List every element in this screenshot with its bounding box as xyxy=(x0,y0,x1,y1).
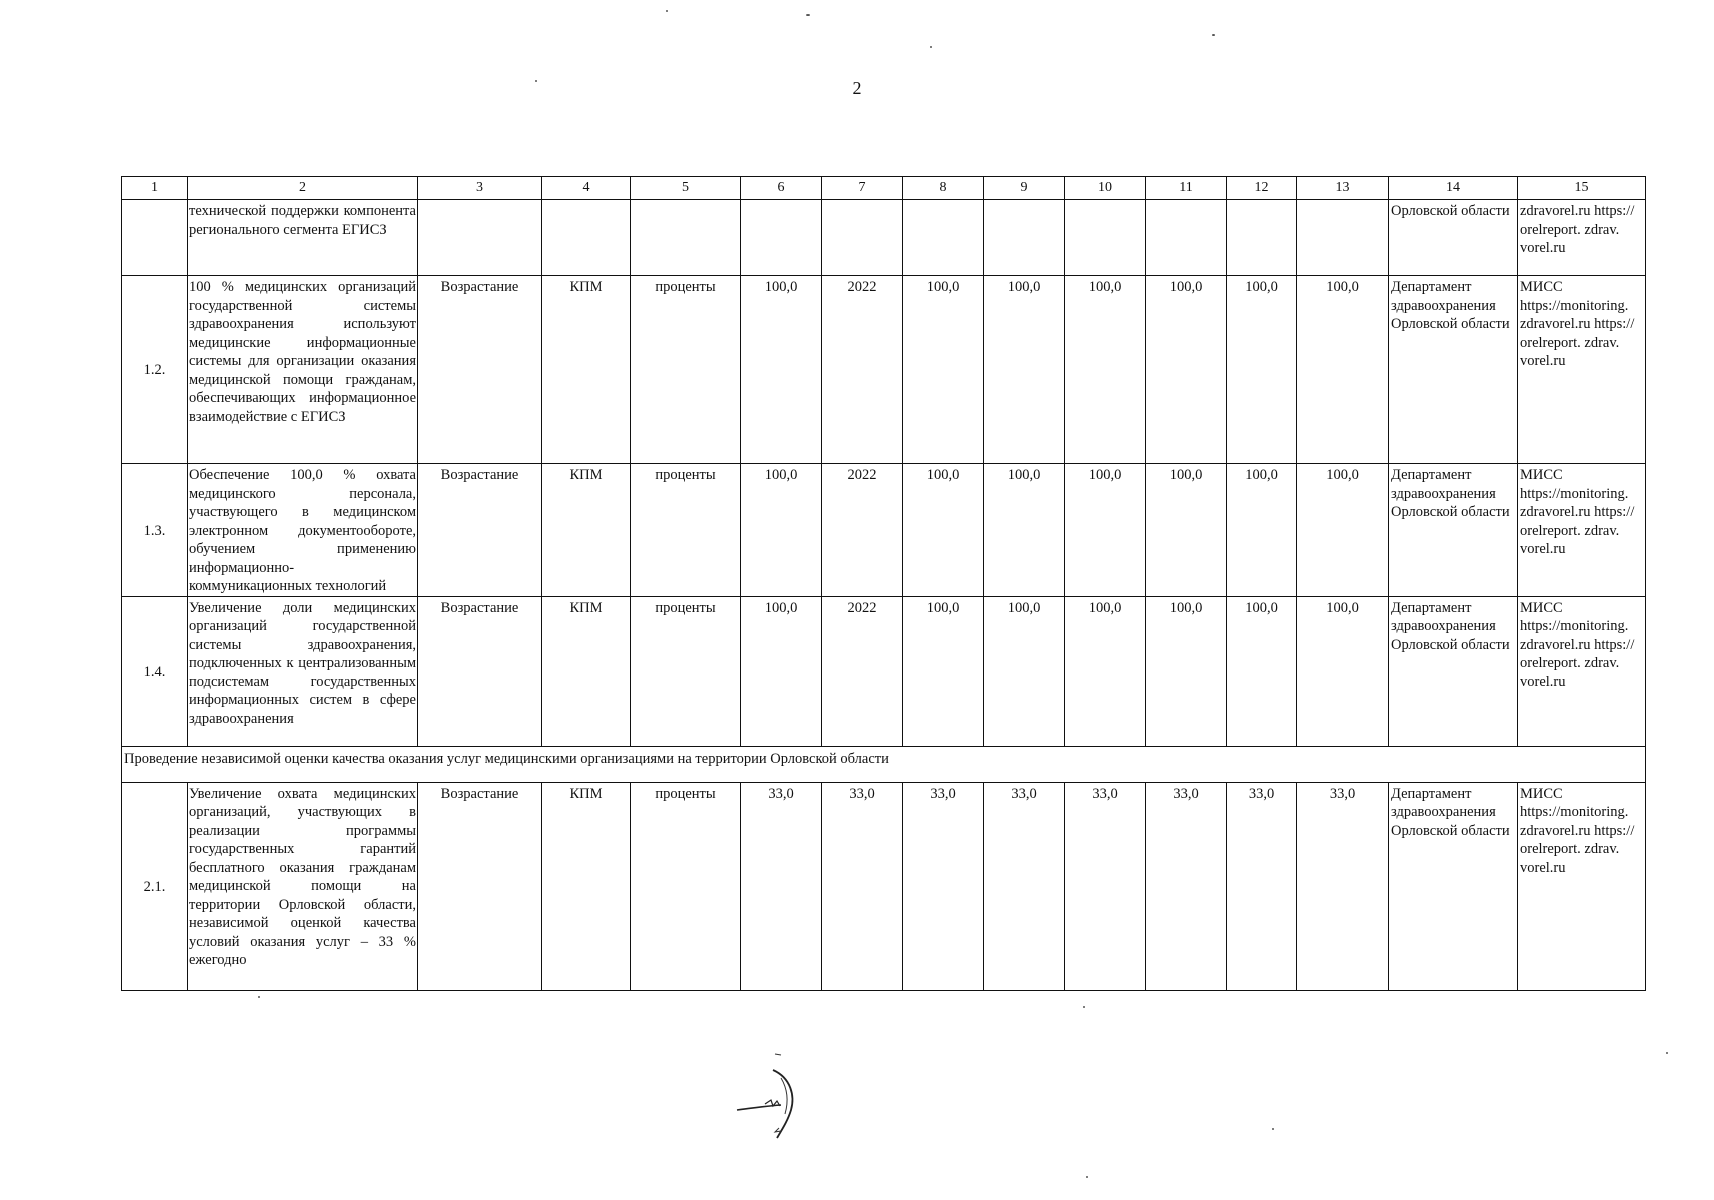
value-cell: 33,0 xyxy=(741,782,822,990)
value-cell: 2022 xyxy=(822,464,903,597)
responsible-cell: Департамент здравоохранения Орловской области xyxy=(1389,596,1518,746)
header-cell: 10 xyxy=(1065,177,1146,200)
row-number: 1.4. xyxy=(122,596,188,746)
indicator-name: Обеспечение 100,0 % охвата медицинского персонала, участвующего в медицинском электронном документообороте, обучением применению информационно-коммуникационных технологий xyxy=(188,464,418,597)
table-row xyxy=(122,464,1646,597)
unit-cell xyxy=(631,200,741,276)
value-cell: 100,0 xyxy=(984,276,1065,464)
value-cell xyxy=(984,200,1065,276)
value-cell xyxy=(1297,200,1389,276)
table-row xyxy=(122,200,1646,276)
value-cell: 100,0 xyxy=(1297,464,1389,597)
value-cell: 100,0 xyxy=(1146,276,1227,464)
level-cell: КПМ xyxy=(542,464,631,597)
direction-cell: Возрастание xyxy=(418,464,542,597)
indicator-name: Увеличение охвата медицинских организаций, участвующих в реализации программы государственных гарантий бесплатного оказания гражданам медицинской помощи на территории Орловской области, независимой оценкой качества условий оказания услуг – 33 % ежегодно xyxy=(188,782,418,990)
value-cell: 100,0 xyxy=(1065,464,1146,597)
source-cell: МИСС https://monitoring. zdravorel.ru https:// orelreport. zdrav. vorel.ru xyxy=(1518,596,1646,746)
responsible-cell: Орловской области xyxy=(1389,200,1518,276)
indicator-name: технической поддержки компонента регионального сегмента ЕГИСЗ xyxy=(188,200,418,276)
value-cell: 33,0 xyxy=(984,782,1065,990)
unit-cell: проценты xyxy=(631,276,741,464)
scan-speck xyxy=(1212,34,1215,36)
value-cell: 100,0 xyxy=(1297,596,1389,746)
header-cell: 2 xyxy=(188,177,418,200)
value-cell: 33,0 xyxy=(822,782,903,990)
value-cell: 100,0 xyxy=(1227,596,1297,746)
value-cell: 100,0 xyxy=(984,464,1065,597)
value-cell: 100,0 xyxy=(1146,596,1227,746)
value-cell: 100,0 xyxy=(741,276,822,464)
unit-cell: проценты xyxy=(631,464,741,597)
value-cell xyxy=(1065,200,1146,276)
unit-cell: проценты xyxy=(631,782,741,990)
row-number: 1.3. xyxy=(122,464,188,597)
level-cell: КПМ xyxy=(542,276,631,464)
header-cell: 4 xyxy=(542,177,631,200)
header-cell: 9 xyxy=(984,177,1065,200)
scan-speck xyxy=(1086,1176,1088,1178)
indicators-table xyxy=(121,176,1646,991)
table-row xyxy=(122,596,1646,746)
header-cell: 14 xyxy=(1389,177,1518,200)
header-cell: 6 xyxy=(741,177,822,200)
value-cell: 33,0 xyxy=(1065,782,1146,990)
value-cell: 100,0 xyxy=(903,464,984,597)
value-cell: 33,0 xyxy=(903,782,984,990)
value-cell: 33,0 xyxy=(1146,782,1227,990)
scan-speck xyxy=(1272,1128,1274,1130)
value-cell: 100,0 xyxy=(1065,596,1146,746)
direction-cell: Возрастание xyxy=(418,782,542,990)
level-cell: КПМ xyxy=(542,596,631,746)
header-cell: 7 xyxy=(822,177,903,200)
level-cell: КПМ xyxy=(542,782,631,990)
scan-speck xyxy=(535,80,537,82)
value-cell xyxy=(822,200,903,276)
direction-cell: Возрастание xyxy=(418,276,542,464)
value-cell: 2022 xyxy=(822,596,903,746)
header-cell: 1 xyxy=(122,177,188,200)
value-cell xyxy=(903,200,984,276)
direction-cell: Возрастание xyxy=(418,596,542,746)
page-number: 2 xyxy=(852,78,862,98)
scan-speck xyxy=(806,14,810,16)
row-number: 1.2. xyxy=(122,276,188,464)
unit-cell: проценты xyxy=(631,596,741,746)
value-cell xyxy=(1227,200,1297,276)
source-cell: МИСС https://monitoring. zdravorel.ru https:// orelreport. zdrav. vorel.ru xyxy=(1518,782,1646,990)
scan-speck xyxy=(258,996,260,998)
header-cell: 3 xyxy=(418,177,542,200)
scan-speck xyxy=(1083,1006,1085,1008)
source-cell: zdravorel.ru https:// orelreport. zdrav. vorel.ru xyxy=(1518,200,1646,276)
responsible-cell: Департамент здравоохранения Орловской области xyxy=(1389,782,1518,990)
responsible-cell: Департамент здравоохранения Орловской области xyxy=(1389,464,1518,597)
header-cell: 13 xyxy=(1297,177,1389,200)
table-row xyxy=(122,782,1646,990)
row-number: 2.1. xyxy=(122,782,188,990)
value-cell xyxy=(741,200,822,276)
header-cell: 5 xyxy=(631,177,741,200)
row-number xyxy=(122,200,188,276)
header-cell: 15 xyxy=(1518,177,1646,200)
header-cell: 11 xyxy=(1146,177,1227,200)
scan-speck xyxy=(666,10,668,12)
scan-speck xyxy=(1666,1052,1668,1054)
source-cell: МИСС https://monitoring. zdravorel.ru https:// orelreport. zdrav. vorel.ru xyxy=(1518,276,1646,464)
table-row xyxy=(122,276,1646,464)
value-cell: 100,0 xyxy=(903,276,984,464)
value-cell: 100,0 xyxy=(1227,276,1297,464)
header-cell: 12 xyxy=(1227,177,1297,200)
value-cell: 100,0 xyxy=(1146,464,1227,597)
value-cell: 2022 xyxy=(822,276,903,464)
value-cell: 100,0 xyxy=(1065,276,1146,464)
value-cell: 33,0 xyxy=(1227,782,1297,990)
value-cell: 100,0 xyxy=(741,464,822,597)
value-cell: 33,0 xyxy=(1297,782,1389,990)
level-cell xyxy=(542,200,631,276)
value-cell xyxy=(1146,200,1227,276)
value-cell: 100,0 xyxy=(1297,276,1389,464)
scan-speck xyxy=(930,46,932,48)
header-row xyxy=(122,177,1646,200)
responsible-cell: Департамент здравоохранения Орловской области xyxy=(1389,276,1518,464)
indicator-name: 100 % медицинских организаций государственной системы здравоохранения используют медицинские информационные системы для организации оказания медицинской помощи гражданам, обеспечивающих информационное взаимодействие с ЕГИСЗ xyxy=(188,276,418,464)
header-cell: 8 xyxy=(903,177,984,200)
handwritten-signature-icon xyxy=(735,1048,813,1140)
value-cell: 100,0 xyxy=(1227,464,1297,597)
section-title: Проведение независимой оценки качества оказания услуг медицинскими организациями на территории Орловской области xyxy=(122,746,1646,782)
direction-cell xyxy=(418,200,542,276)
value-cell: 100,0 xyxy=(903,596,984,746)
indicator-name: Увеличение доли медицинских организаций государственной системы здравоохранения, подключенных к централизованным подсистемам государственных информационных систем в сфере здравоохранения xyxy=(188,596,418,746)
value-cell: 100,0 xyxy=(741,596,822,746)
section-row xyxy=(122,746,1646,782)
source-cell: МИСС https://monitoring. zdravorel.ru https:// orelreport. zdrav. vorel.ru xyxy=(1518,464,1646,597)
value-cell: 100,0 xyxy=(984,596,1065,746)
